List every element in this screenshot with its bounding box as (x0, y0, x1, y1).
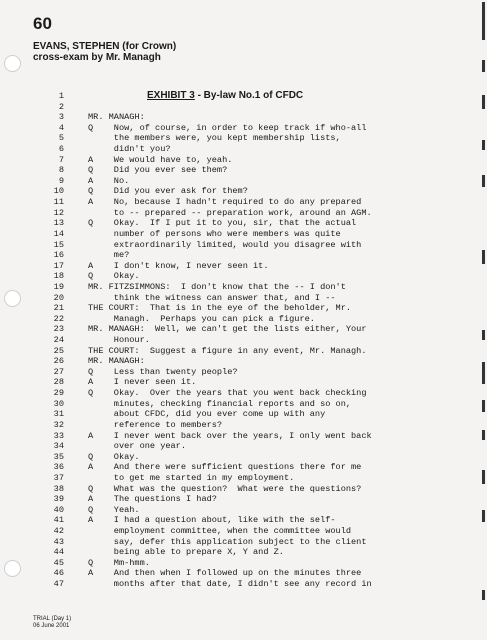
line-number: 23 (53, 324, 64, 335)
transcript-line (40, 165, 372, 176)
line-text: to -- prepared -- preparation work, around an AGM. (88, 207, 372, 218)
binder-hole-middle (4, 290, 21, 307)
line-text: Managh. Perhaps you can pick a figure. (88, 313, 315, 324)
line-number: 44 (53, 547, 64, 558)
transcript-line (40, 441, 372, 452)
transcript-line (40, 558, 372, 569)
transcript-line (40, 218, 372, 229)
line-number: 8 (58, 165, 64, 176)
line-number: 10 (53, 186, 64, 197)
transcript-line (40, 399, 372, 410)
transcript-line (40, 505, 372, 516)
transcript-line (40, 377, 372, 388)
transcript-line (40, 293, 372, 304)
edge-mark (482, 510, 485, 522)
transcript-line (40, 462, 372, 473)
page-number: 60 (33, 14, 52, 33)
line-number: 4 (58, 122, 64, 133)
line-text: to get me started in my employment. (88, 472, 295, 483)
line-text: A I don't know, I never seen it. (88, 260, 269, 271)
line-text: Honour. (88, 335, 150, 346)
line-number: 41 (53, 515, 64, 526)
edge-mark (482, 362, 485, 384)
transcript-line (40, 123, 372, 134)
transcript-line (40, 197, 372, 208)
line-number: 31 (53, 409, 64, 420)
transcript-line (40, 240, 372, 251)
transcript-line (40, 144, 372, 155)
edge-mark (482, 175, 485, 187)
line-number: 20 (53, 292, 64, 303)
line-text: being able to prepare X, Y and Z. (88, 547, 284, 558)
transcript-line (40, 303, 372, 314)
line-number: 3 (58, 112, 64, 123)
edge-mark (482, 2, 485, 40)
line-text: over one year. (88, 441, 186, 452)
transcript-line (40, 112, 372, 123)
transcript-line (40, 282, 372, 293)
transcript-line (40, 388, 372, 399)
transcript-line (40, 568, 372, 579)
transcript-line (40, 250, 372, 261)
transcript-line (40, 431, 372, 442)
transcript-line (40, 356, 372, 367)
line-text: me? (88, 250, 130, 261)
line-number: 34 (53, 441, 64, 452)
transcript-line (40, 314, 372, 325)
transcript-line (40, 473, 372, 484)
line-number: 2 (58, 101, 64, 112)
line-text: Q Less than twenty people? (88, 366, 238, 377)
transcript-line (40, 537, 372, 548)
transcript-line (40, 515, 372, 526)
line-text: A I had a question about, like with the self- (88, 515, 336, 526)
line-number: 40 (53, 504, 64, 515)
line-number: 19 (53, 281, 64, 292)
line-number: 5 (58, 133, 64, 144)
binder-hole-bottom (4, 560, 21, 577)
line-text: A I never seen it. (88, 377, 197, 388)
line-text: employment committee, when the committee would (88, 525, 352, 536)
exhibit-link[interactable]: EXHIBIT 3 (147, 90, 195, 101)
line-text: MR. FITZSIMMONS: I don't know that the -- I don't (88, 281, 346, 292)
line-number: 17 (53, 260, 64, 271)
line-text: Q What was the question? What were the questions? (88, 483, 362, 494)
line-text: Q Okay. If I put it to you, sir, that the actual (88, 218, 357, 229)
transcript-line (40, 484, 372, 495)
line-text: reference to members? (88, 419, 223, 430)
line-number: 43 (53, 536, 64, 547)
transcript-line (40, 155, 372, 166)
footer (33, 616, 71, 630)
line-number: 26 (53, 356, 64, 367)
line-text: A No, because I hadn't required to do any prepared (88, 197, 362, 208)
line-text: MR. MANAGH: (88, 112, 145, 123)
line-text: A And there were sufficient questions there for me (88, 462, 362, 473)
line-text: MR. MANAGH: (88, 356, 145, 367)
transcript-line (40, 346, 372, 357)
transcript-line (40, 409, 372, 420)
line-text: Q Did you ever see them? (88, 165, 228, 176)
transcript-line (40, 547, 372, 558)
edge-mark (482, 400, 485, 412)
line-number: 39 (53, 494, 64, 505)
transcript-line (40, 91, 372, 102)
line-number: 15 (53, 239, 64, 250)
transcript-line (40, 367, 372, 378)
line-number: 32 (53, 419, 64, 430)
binder-hole-top (4, 55, 21, 72)
line-number: 21 (53, 303, 64, 314)
line-number: 6 (58, 144, 64, 155)
transcript-line (40, 494, 372, 505)
transcript-body (40, 91, 372, 590)
line-number: 14 (53, 228, 64, 239)
transcript-line (40, 335, 372, 346)
line-number: 46 (53, 568, 64, 579)
line-text: about CFDC, did you ever come up with any (88, 409, 326, 420)
line-text: Q Did you ever ask for them? (88, 186, 248, 197)
line-text: number of persons who were members was quite (88, 228, 341, 239)
line-text: A I never went back over the years, I only went back (88, 430, 372, 441)
line-number: 9 (58, 175, 64, 186)
edge-mark (482, 140, 485, 150)
line-number: 36 (53, 462, 64, 473)
exam-description: cross-exam by Mr. Managh (33, 52, 161, 63)
transcript-line (40, 452, 372, 463)
transcript-line (40, 420, 372, 431)
transcript-line (40, 133, 372, 144)
witness-name: EVANS, STEPHEN (for Crown) (33, 41, 177, 52)
line-number: 37 (53, 472, 64, 483)
line-number: 33 (53, 430, 64, 441)
line-text: A No. (88, 175, 130, 186)
transcript-line (40, 229, 372, 240)
line-number: 42 (53, 525, 64, 536)
line-text: THE COURT: Suggest a figure in any event, Mr. Managh. (88, 345, 367, 356)
transcript-line (40, 208, 372, 219)
line-number: 12 (53, 207, 64, 218)
transcript-line (40, 261, 372, 272)
edge-mark (482, 470, 485, 484)
line-text: Q Okay. (88, 451, 140, 462)
transcript-line (40, 176, 372, 187)
line-text: think the witness can answer that, and I -- (88, 292, 336, 303)
footer-date: 06 June 2001 (33, 623, 70, 629)
line-text: say, defer this application subject to the client (88, 536, 367, 547)
line-text: the members were, you kept membership lists, (88, 133, 341, 144)
line-number: 28 (53, 377, 64, 388)
line-number: 25 (53, 345, 64, 356)
line-number: 16 (53, 250, 64, 261)
line-number: 18 (53, 271, 64, 282)
line-text: A And then when I followed up on the minutes three (88, 568, 362, 579)
line-text: MR. MANAGH: Well, we can't get the lists either, Your (88, 324, 367, 335)
line-text: Q Okay. Over the years that you went back checking (88, 388, 367, 399)
line-text: months after that date, I didn't see any record in (88, 579, 372, 590)
line-number: 47 (53, 579, 64, 590)
line-text: THE COURT: That is in the eye of the beholder, Mr. (88, 303, 352, 314)
line-number: 30 (53, 398, 64, 409)
line-number: 1 (58, 91, 64, 101)
edge-mark (482, 430, 485, 440)
edge-mark (482, 330, 485, 340)
transcript-header (33, 41, 176, 63)
line-text: extraordinarily limited, would you disagree with (88, 239, 362, 250)
line-text: Q Mm-hmm. (88, 557, 150, 568)
line-number: 35 (53, 451, 64, 462)
line-text: didn't you? (88, 144, 171, 155)
transcript-line (40, 526, 372, 537)
line-text: A We would have to, yeah. (88, 154, 233, 165)
transcript-line (40, 579, 372, 590)
line-text: minutes, checking financial reports and so on, (88, 398, 352, 409)
line-number: 45 (53, 557, 64, 568)
edge-mark (482, 95, 485, 109)
transcript-line (40, 102, 372, 113)
line-text: Q Yeah. (88, 504, 140, 515)
edge-mark (482, 60, 485, 72)
transcript-line (40, 186, 372, 197)
line-number: 11 (53, 197, 64, 208)
footer-trial-day: TRIAL (Day 1) (33, 616, 72, 622)
line-number: 27 (53, 366, 64, 377)
line-number: 24 (53, 335, 64, 346)
line-number: 7 (58, 154, 64, 165)
line-number: 38 (53, 483, 64, 494)
line-number: 22 (53, 313, 64, 324)
line-text: Q Okay. (88, 271, 140, 282)
exhibit-title-text: - By-law No.1 of CFDC (194, 90, 304, 101)
edge-mark (482, 590, 485, 600)
edge-mark (482, 250, 485, 264)
line-text: Q Now, of course, in order to keep track if who-all (88, 122, 367, 133)
line-number: 29 (53, 388, 64, 399)
transcript-line (40, 271, 372, 282)
line-number: 13 (53, 218, 64, 229)
line-text: A The questions I had? (88, 494, 217, 505)
transcript-line (40, 324, 372, 335)
